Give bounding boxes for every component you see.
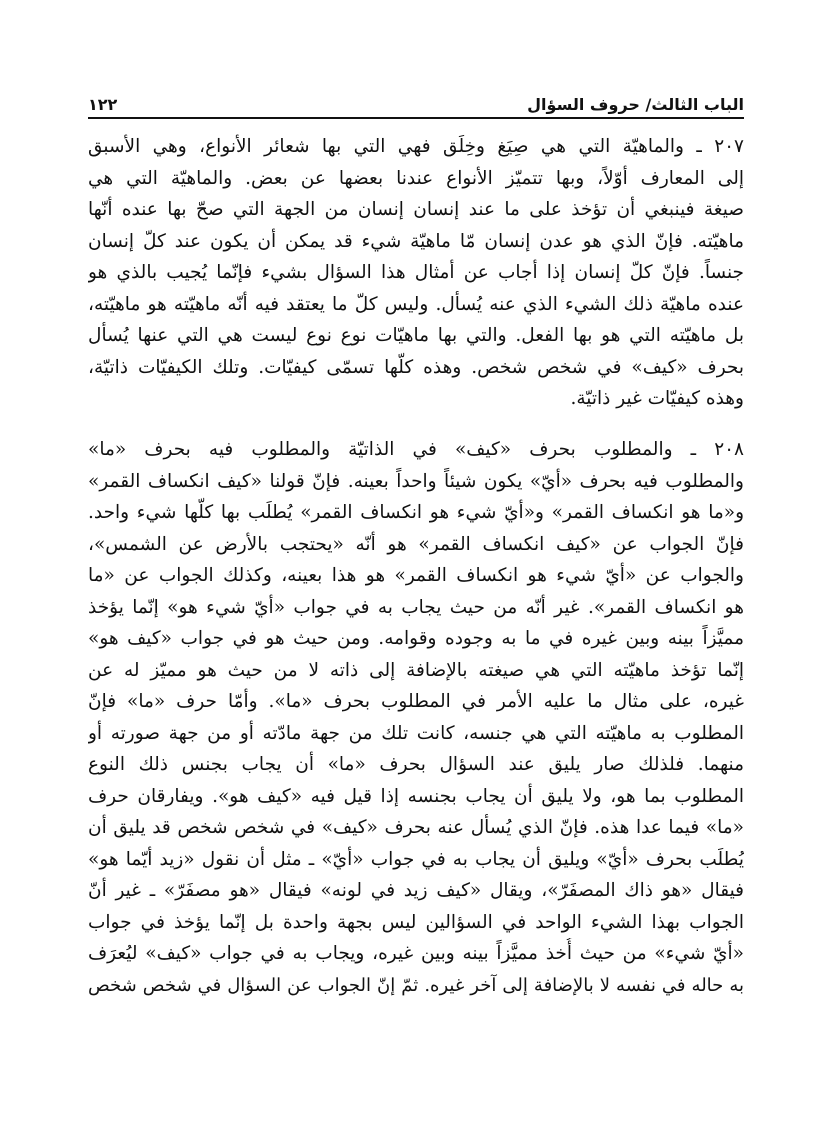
running-header <box>88 84 744 114</box>
paragraph-207 <box>88 131 744 415</box>
text-line: والمطلوب فيه بحرف «أيّ» يكون شيئاً واحداً بعينه. فإنّ قولنا «كيف انكساف القمر» <box>88 470 744 492</box>
text-line: يُطلَب بحرف «أيّ» ويليق أن يجاب به في جواب «أيّ» ـ مثل أن نقول «زيد أيّما هو» <box>88 848 744 870</box>
text-line: ٢٠٧ ـ والماهيّة التي هي صِيَغ وخِلَق فهي التي بها شعائر الأنواع، وهي الأسبق <box>88 136 744 157</box>
text-line: مميَّزاً بينه وبين غيره في ما به وجوده وقوامه. ومن حيث هو في جواب «كيف هو» <box>88 628 744 649</box>
text-line: إلى المعارف أوّلاً، وبها تتميّز الأنواع عندنا بعضها عن بعض. والماهيّة التي هي <box>88 167 744 189</box>
page-number: ١٢٢ <box>88 95 118 114</box>
text-line: «أيّ شيء» من حيث أُخذ مميَّزاً بينه وبين غيره، ويجاب به في جواب «كيف» ليُعرَف <box>88 943 744 964</box>
paragraph-208 <box>88 434 744 1001</box>
chapter-title: الباب الثالث/ حروف السؤال <box>527 95 744 114</box>
header-rule <box>88 117 744 119</box>
text-line: فيقال «هو ذاك المصفَرّ»، ويقال «كيف زيد في لونه» فيقال «هو مصفَرّ» ـ غير أنّ <box>88 880 744 901</box>
text-line: به حاله في نفسه لا بالإضافة إلى آخر غيره. ثمّ إنّ الجواب عن السؤال في شخص شخص <box>88 974 744 996</box>
text-line: فإنّ الجواب عن «كيف انكساف القمر» هو أنّه «يحتجب بالأرض عن الشمس»، <box>88 533 744 555</box>
text-line: والجواب عن «أيّ شيء هو انكساف القمر» هو هذا بعينه، وكذلك الجواب عن «ما <box>88 565 744 586</box>
text-line: جنساً. فإنّ كلّ إنسان إذا أجاب عن أمثال هذا السؤال بشيء فإنّما يُجيب بالذي هو <box>88 262 744 283</box>
text-line: وهذه كيفيّات غير ذاتيّة. <box>570 388 744 409</box>
text-line: ماهيّته. فإنّ الذي هو عدن إنسان مّا ماهيّة شيء قد يمكن أن يكون عند كلّ إنسان <box>88 230 744 252</box>
text-line: صيغة فينبغي أن تؤخذ على ما عند إنسان إنسان من الجهة التي صحّ بها عنده أنّها <box>88 199 744 220</box>
text-line: منهما. فلذلك صار يليق عند السؤال بحرف «ما» أن يجاب بجنس ذلك النوع <box>88 754 744 775</box>
text-line: المطلوب بما هو، ولا يليق أن يجاب بجنسه إذا قيل فيه «كيف هو». ويفارقان حرف <box>88 785 744 807</box>
text-line: إنّما تؤخذ ماهيّته التي هي صيغته بالإضافة إلى ذاته لا من حيث هو مميّز له عن <box>88 659 744 681</box>
text-line: عنده ماهيّة ذلك الشيء الذي عنه يُسأل. وليس كلّ ما يعتقد فيه أنّه ماهيّته هو ماهيّته، <box>88 293 744 315</box>
text-line: المطلوب به ماهيّته التي هي جنسه، كانت تلك من جهة مادّته أو من جهة صورته أو <box>88 722 744 744</box>
text-line: بل ماهيّته التي هو بها الفعل. والتي بها ماهيّات نوع نوع ليست هي التي عنها يُسأل <box>88 325 744 346</box>
text-line: «ما» فيما عدا هذه. فإنّ الذي يُسأل عنه بحرف «كيف» في شخص شخص قد يليق أن <box>88 817 744 838</box>
text-line: الجواب بهذا الشيء الواحد في السؤالين ليس بجهة واحدة بل إنّما يؤخذ في جواب <box>88 911 744 933</box>
text-line: ٢٠٨ ـ والمطلوب بحرف «كيف» في الذاتيّة والمطلوب فيه بحرف «ما» <box>88 439 744 460</box>
text-line: و«ما هو انكساف القمر» و«أيّ شيء هو انكساف القمر» يُطلَب بها كلّها شيء واحد. <box>88 502 744 523</box>
text-line: غيره، على مثال ما عليه الأمر في المطلوب بحرف «ما». وأمّا حرف «ما» فإنّ <box>88 691 744 712</box>
text-line: هو انكساف القمر». غير أنّه من حيث يجاب به في جواب «أيّ شيء هو» إنّما يؤخذ <box>88 596 744 618</box>
text-line: بحرف «كيف» في شخص شخص. وهذه كلّها تسمّى كيفيّات. وتلك الكيفيّات ذاتيّة، <box>88 356 744 378</box>
